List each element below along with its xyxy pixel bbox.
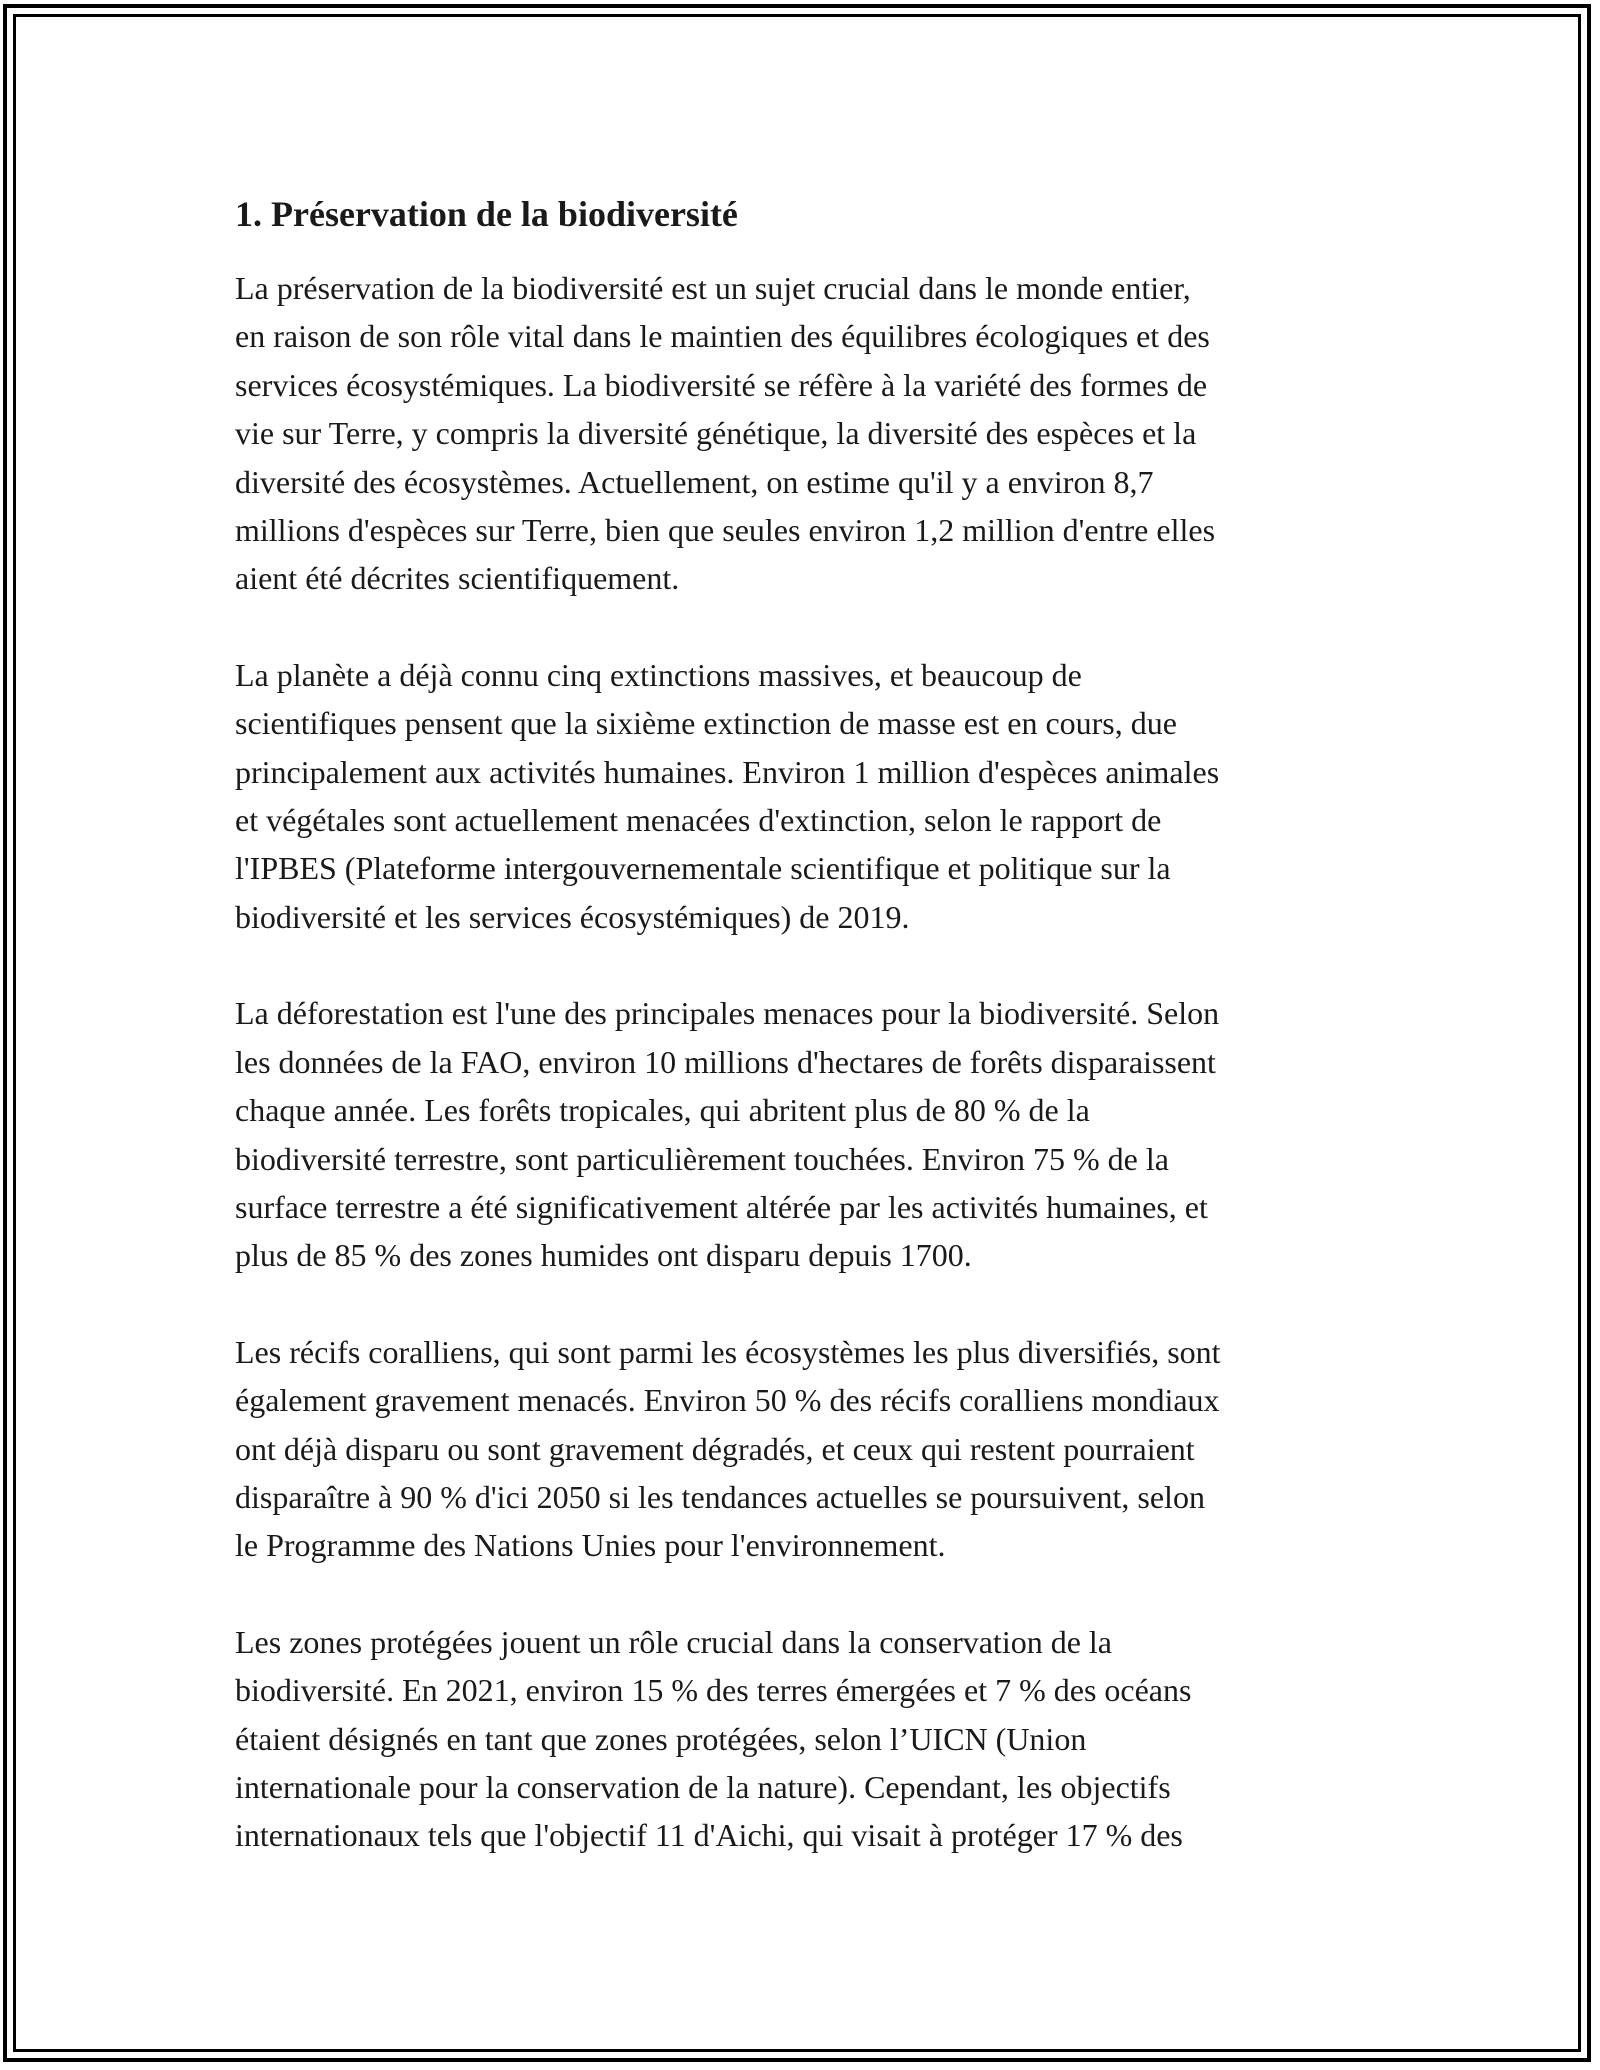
section-title: 1. Préservation de la biodiversité xyxy=(235,194,738,234)
paragraph-deforestation: La déforestation est l'une des principales menaces pour la biodiversité. Selon les données de la FAO, environ 10 millions d'hectares de forêts disparaissent chaque année. Les forêts tropicales, qui abritent plus de 80 % de la biodiversité terrestre, sont particulièrement touchées. Environ 75 % de la surface terrestre a été significativement altérée par les activités humaines, et plus de 85 % des zones humides ont disparu depuis 1700. xyxy=(235,995,1220,1274)
paragraph-protected-areas: Les zones protégées jouent un rôle crucial dans la conservation de la biodiversité. En 2021, environ 15 % des terres émergées et 7 % des océans étaient désignés en tant que zones protégées, selon l’UICN (Union internationale pour la conservation de la nature). Cependant, les objectifs internationaux tels que l'objectif 11 d'Aichi, qui visait à protéger 17 % des xyxy=(235,1623,1192,1854)
paragraph-mass-extinction: La planète a déjà connu cinq extinctions massives, et beaucoup de scientifiques pensent que la sixième extinction de masse est en cours, due principalement aux activités humaines. Environ 1 million d'espèces animales et végétales sont actuellement menacées d'extinction, selon le rapport de l'IPBES (Plateforme intergouvernementale scientifique et politique sur la biodiversité et les services écosystémiques) de 2019. xyxy=(235,656,1220,935)
paragraph-coral-reefs: Les récifs coralliens, qui sont parmi les écosystèmes les plus diversifiés, sont également gravement menacés. Environ 50 % des récifs coralliens mondiaux ont déjà disparu ou sont gravement dégradés, et ceux qui restent pourraient disparaître à 90 % d'ici 2050 si les tendances actuelles se poursuivent, selon le Programme des Nations Unies pour l'environnement. xyxy=(235,1333,1221,1564)
paragraph-biodiversity-intro: La préservation de la biodiversité est un sujet crucial dans le monde entier, en raison de son rôle vital dans le maintien des équilibres écologiques et des services écosystémiques. La biodiversité se réfère à la variété des formes de vie sur Terre, y compris la diversité génétique, la diversité des espèces et la diversité des écosystèmes. Actuellement, on estime qu'il y a environ 8,7 millions d'espèces sur Terre, bien que seules environ 1,2 million d'entre elles aient été décrites scientifiquement. xyxy=(235,270,1216,597)
document-body xyxy=(235,188,1380,1860)
